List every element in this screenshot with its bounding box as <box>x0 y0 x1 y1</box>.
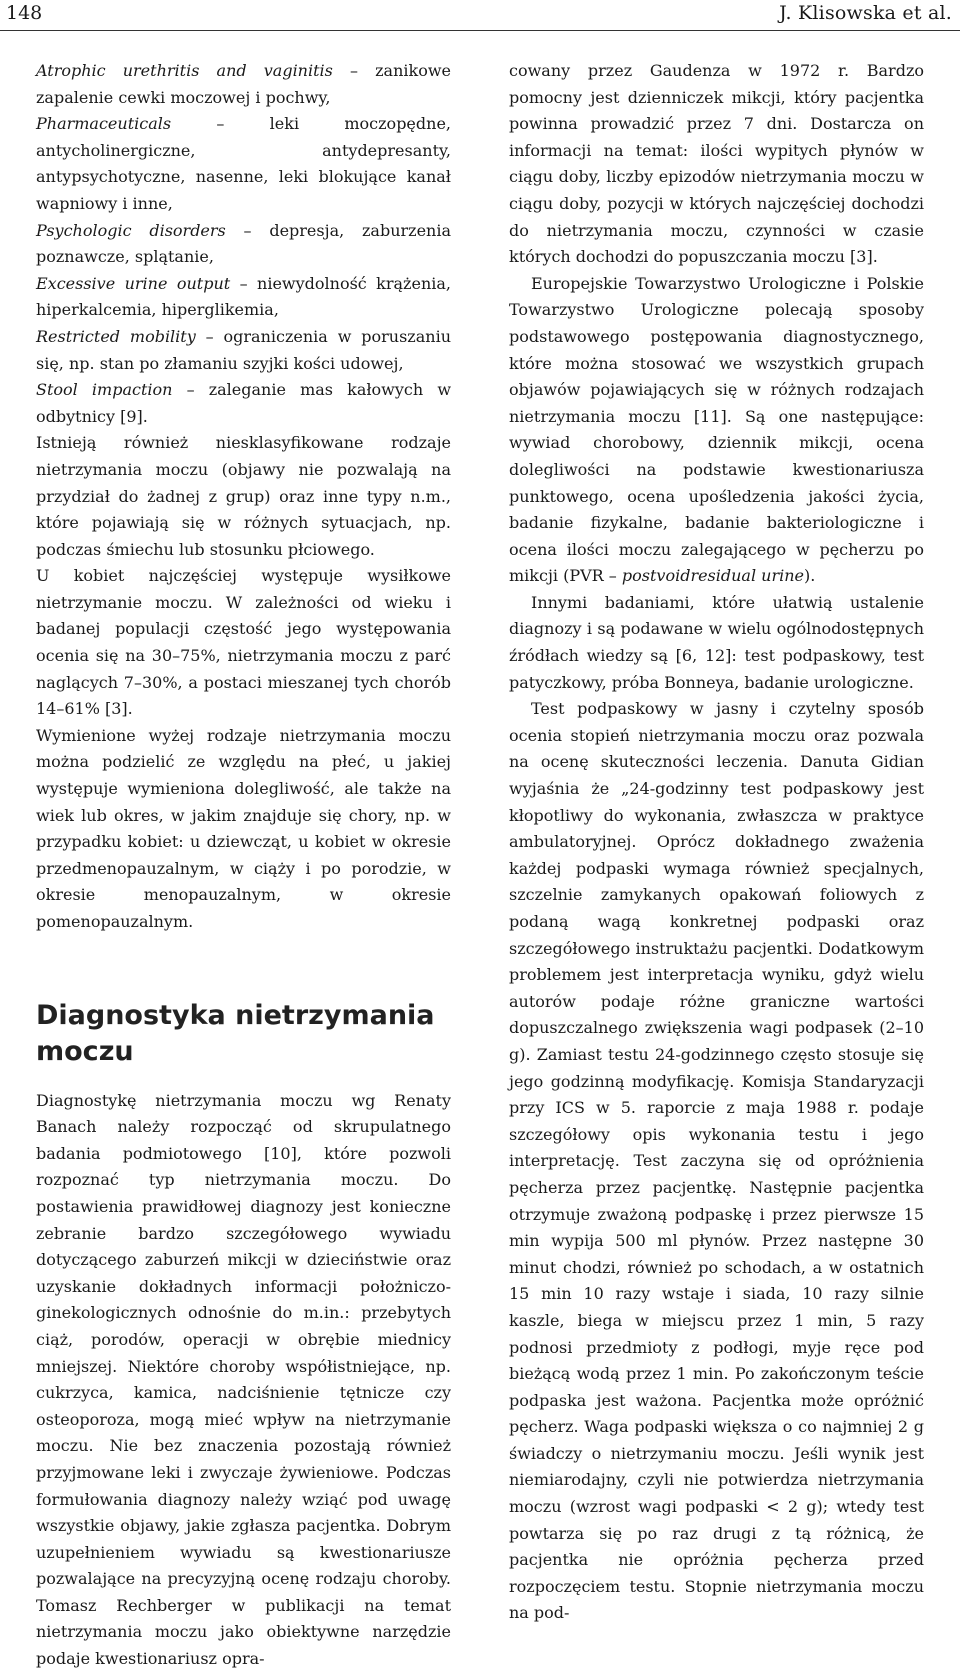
body-paragraph: cowany przez Gaudenza w 1972 r. Bardzo pomocny jest dzienniczek mikcji, który pacjentka powinna prowadzić przez 7 dni. Dostarcza on informacji na temat: ilości wypitych płynów w ciągu doby, liczby epizodów nietrzymania moczu w ciągu doby, pozycji w których najczęściej dochodzi do nietrzymania moczu, czynności w czasie których dochodzi do popuszczania moczu [3]. <box>509 61 924 267</box>
paragraph-text-end: ). <box>804 566 816 586</box>
definition-item <box>36 218 451 271</box>
definition-term: Atrophic urethritis and vaginitis <box>36 61 333 80</box>
definition-item <box>36 324 451 377</box>
definition-term: Pharmaceuticals <box>36 114 172 134</box>
definition-term: Restricted mobility <box>36 326 196 346</box>
body-paragraph <box>509 271 924 590</box>
body-paragraph: U kobiet najczęściej występuje wysiłkowe nietrzymanie moczu. W zależności od wieku i badanej populacji częstość jego występowania ocenia się na 30–75%, nietrzymania moczu z parć naglących 7–30%, a postaci mieszanej tych chorób 14–61% [3]. <box>36 566 451 719</box>
definition-text: – depresja, zaburzenia poznawcze, splątanie, <box>36 220 451 267</box>
definition-text: – niewydolność krążenia, hiperkalcemia, hiperglikemia, <box>36 273 451 320</box>
definition-text: – ograniczenia w poruszaniu się, np. stan po złamaniu szyjki kości udowej, <box>36 326 451 373</box>
body-paragraph: Innymi badaniami, które ułatwią ustalenie diagnozy i są podawane w wielu ogólnodostępnych źródłach wiedzy są [6, 12]: test podpaskowy, test patyczkowy, próba Bonneya, badanie urologiczne. <box>509 592 924 692</box>
section-heading: Diagnostyka nietrzymania moczu <box>36 999 435 1067</box>
body-paragraph: Diagnostykę nietrzymania moczu wg Renaty Banach należy rozpocząć od skrupulatnego badania podmiotowego [10], które pozwoli rozpoznać typ nietrzymania moczu. Do postawienia prawidłowej diagnozy jest konieczne zebranie bardzo szczegółowego wywiadu dotyczącego zaburzeń mikcji w dzieciństwie oraz uzyskanie dokładnych informacji położniczo-ginekologicznych odnośnie do m.in.: przebytych ciąż, porodów, operacji w obrębie miednicy mniejszej. Niektóre choroby współistniejące, np. cukrzyca, kamica, nadciśnienie tętnicze czy osteoporoza, mogą mieć wpływ na nietrzymanie moczu. Nie bez znaczenia pozostają również przyjmowane leki i zwyczaje żywieniowe. Podczas formułowania diagnozy należy wziąć pod uwagę wszystkie objawy, jakie zgłasza pacjentka. Dobrym uzupełnieniem wywiadu są kwestionariusze pozwalające na precyzyjną ocenę rodzaju choroby. Tomasz Rechberger w publikacji na temat nietrzymania moczu jako obiektywne narzędzie podaje kwestionariusz opra- <box>36 1090 451 1669</box>
definition-list <box>36 58 451 430</box>
definition-text: – leki moczopędne, antycholinergiczne, antydepresanty, antypsychotyczne, nasenne, leki blokujące kanał wapniowy i inne, <box>36 114 451 213</box>
body-paragraph: Wymienione wyżej rodzaje nietrzymania moczu można podzielić ze względu na płeć, u jakiej występuje wymieniona dolegliwość, ale także na wiek lub okres, w jakim znajduje się chory, np. w przypadku kobiet: u dziewcząt, u kobiet w okresie przedmenopauzalnym, w ciąży i po porodzie, w okresie menopauzalnym, w okresie pomenopauzalnym. <box>36 725 451 931</box>
definition-item <box>36 58 451 111</box>
definition-term: Excessive urine output <box>36 273 231 293</box>
body-paragraph: Test podpaskowy w jasny i czytelny sposób ocenia stopień nietrzymania moczu oraz pozwala na ocenę skuteczności leczenia. Danuta Gidian wyjaśnia że „24-godzinny test podpaskowy jest kłopotliwy do wykonania, zwłaszcza w praktyce ambulatoryjnej. Oprócz dokładnego zważenia każdej podpaski wymaga również specjalnych, szczelnie zamykanych opakowań foliowych z podaną wagą konkretnej podpaski oraz szczegółowego instruktażu pacjentki. Dodatkowym problemem jest interpretacja wyniku, gdyż wielu autorów podaje różne graniczne wartości dopuszczalnego zwiększenia wagi podpasek (2–10 g). Zamiast testu 24-godzinnego często stosuje się jego godzinną modyfikację. Komisja Standaryzacji przy ICS w 5. raporcie z maja 1988 r. podaje szczegółowy opis wykonania testu i jego interpretację. Test zaczyna się od opróżnienia pęcherza przez pacjentkę. Następnie pacjentka otrzymuje zważoną podpaskę i przez pierwsze 15 min wypija 500 ml płynów. Przez następne 30 minut chodzi, również po schodach, a w ostatnich 15 min 10 razy wstaje i siada, 10 razy silnie kaszle, biega w miejscu przez 1 min, 5 razy podnosi przedmioty z podłogi, myje ręce pod bieżącą wodą przez 1 min. Po zakończonym teście podpaska jest ważona. Pacjentka może opróżnić pęcherz. Waga podpaski większa o co najmniej 2 g świadczy o nietrzymaniu moczu. Jeśli wynik jest niemiarodajny, czyli nie potwierdza nietrzymania moczu (wzrost wagi podpaski < 2 g); wtedy test powtarza się po raz drugi z tą różnicą, że pacjentka nie opróżnia pęcherza przed rozpoczęciem testu. Stopnie nietrzymania moczu na pod- <box>509 699 924 1623</box>
page-number: 148 <box>6 2 43 24</box>
running-head: J. Klisowska et al. <box>779 2 952 24</box>
right-column <box>509 58 924 1627</box>
definition-item <box>36 377 451 430</box>
page-header <box>0 0 960 34</box>
definition-term: Psychologic disorders <box>36 220 226 240</box>
definition-text: – zaleganie mas kałowych w odbytnicy [9]. <box>36 380 452 426</box>
header-rule <box>0 30 960 31</box>
definition-text: – zanikowe zapalenie cewki moczowej i pochwy, <box>36 61 452 107</box>
definition-term: Stool impaction <box>36 380 173 400</box>
left-column <box>36 58 451 1673</box>
paragraph-text: Europejskie Towarzystwo Urologiczne i Polskie Towarzystwo Urologiczne polecają sposoby podstawowego postępowania diagnostycznego, które można stosować we wszystkich grupach objawów pojawiających się w różnych rodzajach nietrzymania moczu [11]. Są one następujące: wywiad chorobowy, dziennik mikcji, ocena dolegliwości na podstawie kwestionariusza punktowego, ocena upośledzenia jakości życia, badanie fizykalne, badanie bakteriologiczne i ocena ilości moczu zalegającego w pęcherzu po mikcji (PVR – <box>509 273 924 586</box>
body-paragraph: Istnieją również niesklasyfikowane rodzaje nietrzymania moczu (objawy nie pozwalają na przydział do żadnej z grup) oraz inne typy n.m., które pojawiają się w różnych sytuacjach, np. podczas śmiechu lub stosunku płciowego. <box>36 433 451 559</box>
italic-term: postvoidresidual urine <box>621 566 805 586</box>
definition-item <box>36 111 451 217</box>
definition-item <box>36 271 451 324</box>
